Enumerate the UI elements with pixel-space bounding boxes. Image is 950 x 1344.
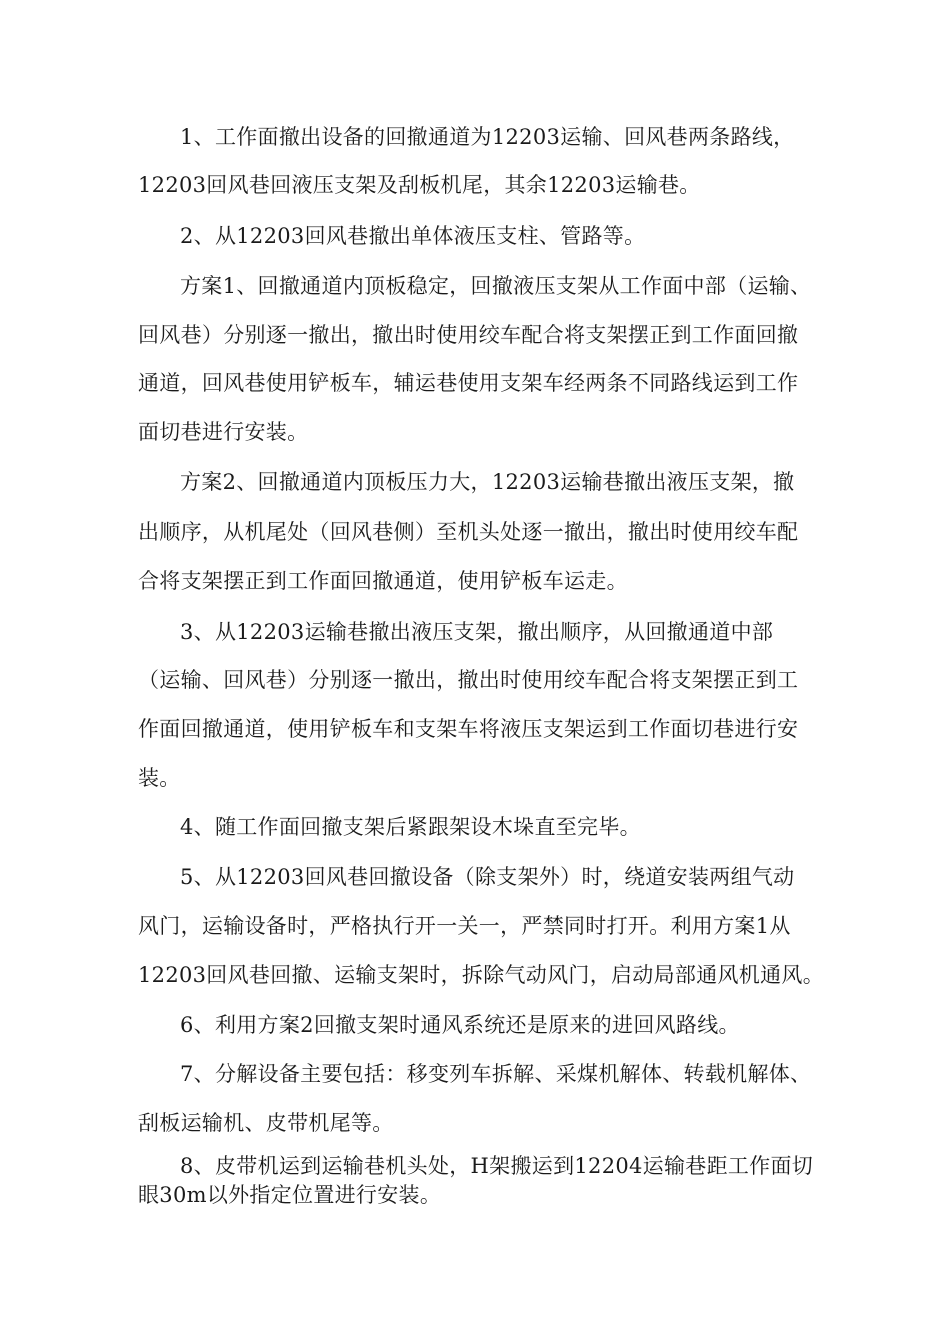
text-line: 面切巷进行安装。 bbox=[138, 420, 309, 444]
text-line: 方案1、回撤通道内顶板稳定，回撤液压支架从工作面中部（运输、 bbox=[180, 274, 812, 298]
text-line: 作面回撤通道，使用铲板车和支架车将液压支架运到工作面切巷进行安 bbox=[138, 717, 799, 741]
text-line: 通道，回风巷使用铲板车，辅运巷使用支架车经两条不同路线运到工作 bbox=[138, 371, 799, 395]
text-line: 6、利用方案2回撤支架时通风系统还是原来的进回风路线。 bbox=[180, 1013, 740, 1037]
text-line: 5、从12203回风巷回撤设备（除支架外）时，绕道安装两组气动 bbox=[180, 865, 795, 889]
text-line: 装。 bbox=[138, 766, 181, 790]
text-line: 出顺序，从机尾处（回风巷侧）至机头处逐一撤出，撤出时使用绞车配 bbox=[138, 520, 799, 544]
text-line: 方案2、回撤通道内顶板压力大，12203运输巷撤出液压支架，撤 bbox=[180, 470, 795, 494]
text-line: 风门，运输设备时，严格执行开一关一，严禁同时打开。利用方案1从 bbox=[138, 914, 791, 938]
text-line: 12203回风巷回液压支架及刮板机尾，其余12203运输巷。 bbox=[138, 173, 701, 197]
text-line: 眼30m以外指定位置进行安装。 bbox=[138, 1183, 442, 1207]
text-line: （运输、回风巷）分别逐一撤出，撤出时使用绞车配合将支架摆正到工 bbox=[138, 668, 799, 692]
text-line: 刮板运输机、皮带机尾等。 bbox=[138, 1111, 394, 1135]
text-line: 3、从12203运输巷撤出液压支架，撤出顺序，从回撤通道中部 bbox=[180, 620, 774, 644]
text-line: 4、随工作面回撤支架后紧跟架设木垛直至完毕。 bbox=[180, 815, 641, 839]
text-line: 7、分解设备主要包括：移变列车拆解、采煤机解体、转载机解体、 bbox=[180, 1062, 812, 1086]
text-line: 合将支架摆正到工作面回撤通道，使用铲板车运走。 bbox=[138, 569, 628, 593]
text-line: 1、工作面撤出设备的回撤通道为12203运输、回风巷两条路线， bbox=[180, 125, 795, 149]
text-line: 8、皮带机运到运输巷机头处，H架搬运到12204运输巷距工作面切 bbox=[180, 1154, 814, 1178]
text-line: 2、从12203回风巷撤出单体液压支柱、管路等。 bbox=[180, 224, 646, 248]
text-line: 回风巷）分别逐一撤出，撤出时使用绞车配合将支架摆正到工作面回撤 bbox=[138, 323, 799, 347]
text-line: 12203回风巷回撤、运输支架时，拆除气动风门，启动局部通风机通风。 bbox=[138, 963, 825, 987]
